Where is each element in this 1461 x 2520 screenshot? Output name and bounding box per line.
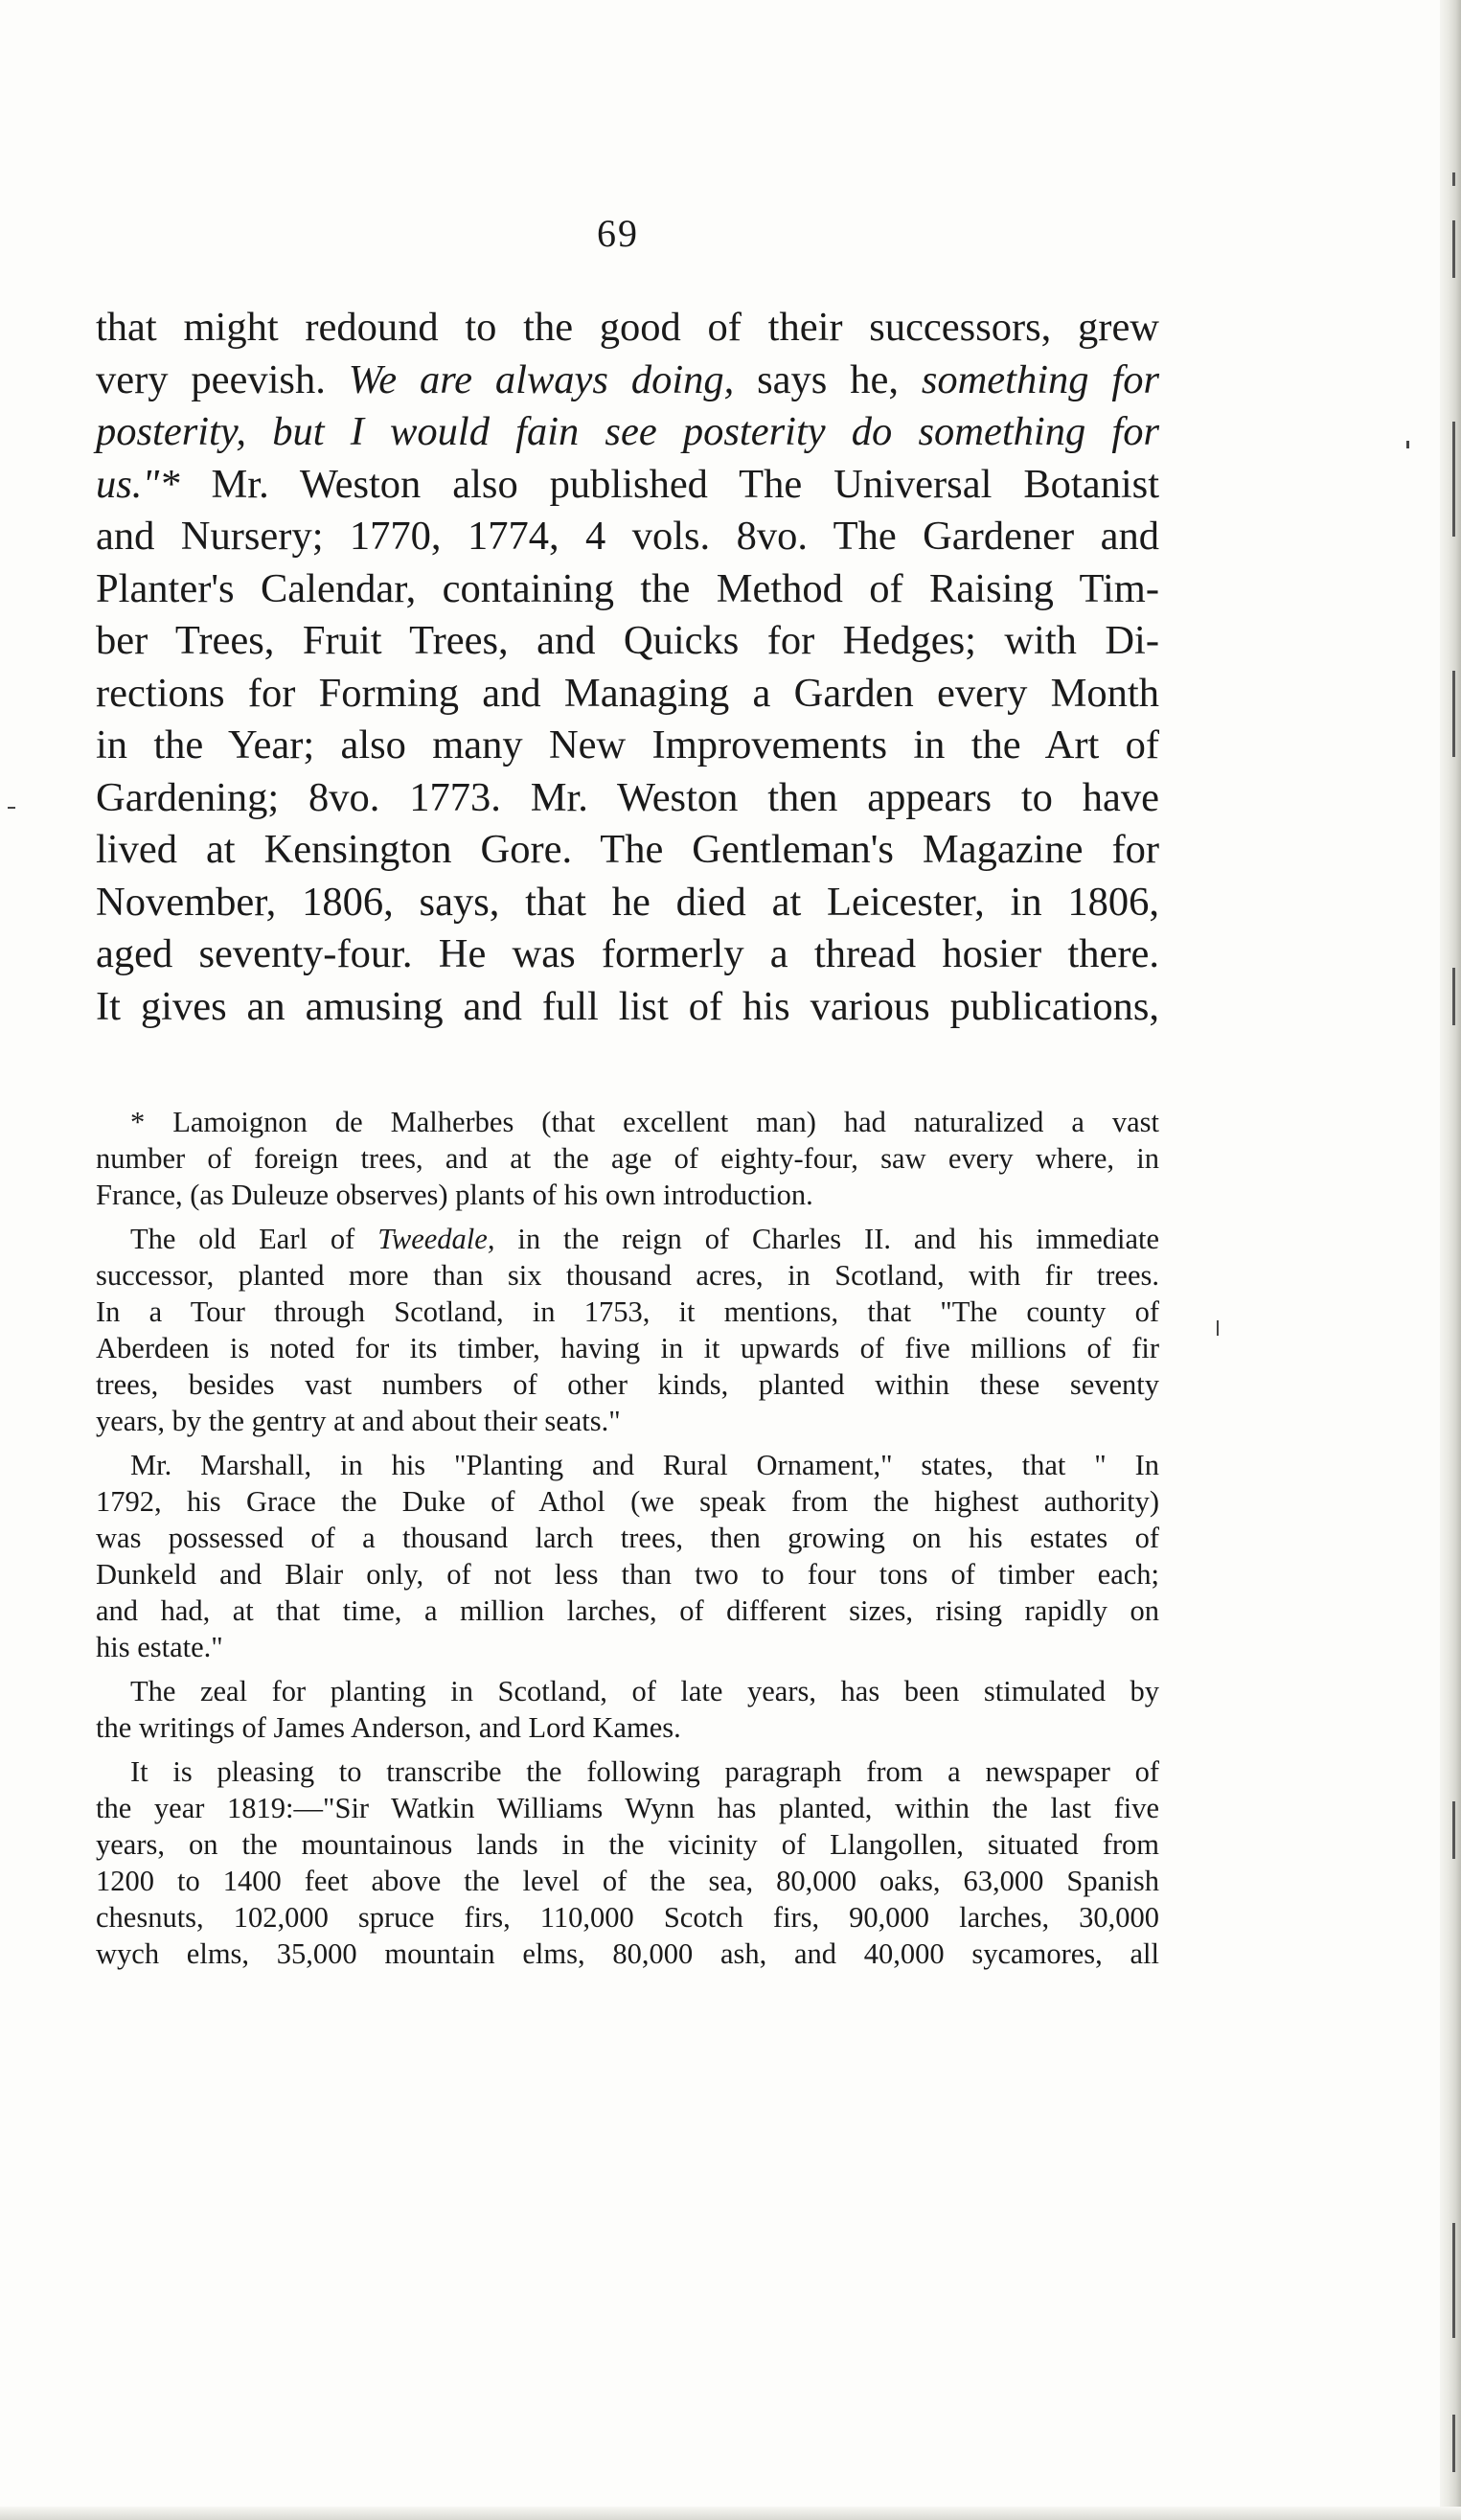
- footnote-line: trees, besides vast numbers of other kinds, planted within these seventy: [96, 1368, 1159, 1401]
- footnote-line: [96, 1104, 1159, 1140]
- text-line: rections for Forming and Managing a Garden every Month: [96, 670, 1159, 716]
- text-line: It gives an amusing and full list of his various publications,: [96, 983, 1159, 1029]
- text-line: ber Trees, Fruit Trees, and Quicks for Hedges; with Di-: [96, 618, 1159, 663]
- text-line: [96, 406, 1159, 459]
- footnote-line: the year 1819:—"Sir Watkin Williams Wynn has planted, within the last five: [96, 1792, 1159, 1824]
- text-run: Mr. Weston also published The Universal Botanist: [211, 461, 1159, 507]
- text-line: and Nursery; 1770, 1774, 4 vols. 8vo. The Gardener and: [96, 514, 1159, 559]
- footnotes: [96, 1104, 1159, 1972]
- footnote-line: [96, 1447, 1159, 1483]
- footnote-line: his estate.": [96, 1631, 223, 1663]
- footnote-text: * Lamoignon de Malherbes (that excellent man) had naturalized a vast: [130, 1106, 1159, 1138]
- footnote-line: 1200 to 1400 feet above the level of the sea, 80,000 oaks, 63,000 Spanish: [96, 1865, 1159, 1897]
- ink-speck: [1406, 441, 1409, 448]
- footnote-text: The zeal for planting in Scotland, of late years, has been stimulated by: [130, 1675, 1159, 1707]
- italic-quote: We are always doing,: [348, 356, 735, 402]
- edge-mark: [1452, 671, 1455, 757]
- ink-speck: [8, 807, 15, 809]
- italic-quote: posterity, but I would fain see posterity do something for: [96, 409, 1159, 454]
- italic-quote: us."*: [96, 461, 180, 507]
- edge-mark: [1452, 1801, 1455, 1859]
- edge-mark: [1452, 968, 1455, 1025]
- text-line: that might redound to the good of their successors, grew: [96, 305, 1159, 350]
- footnote-line: [96, 1673, 1159, 1709]
- edge-mark: [1452, 2223, 1455, 2338]
- edge-mark: [1452, 422, 1455, 537]
- text-line: Planter's Calendar, containing the Method of Raising Tim-: [96, 565, 1159, 611]
- italic-name: Tweedale,: [377, 1223, 495, 1255]
- footnote-line: number of foreign trees, and at the age of eighty-four, saw every where, in: [96, 1142, 1159, 1175]
- footnote-text: It is pleasing to transcribe the following paragraph from a newspaper of: [130, 1755, 1159, 1788]
- footnote-line: years, on the mountainous lands in the vicinity of Llangollen, situated from: [96, 1828, 1159, 1861]
- footnote-line: was possessed of a thousand larch trees, then growing on his estates of: [96, 1522, 1159, 1554]
- footnote-line: chesnuts, 102,000 spruce firs, 110,000 Scotch firs, 90,000 larches, 30,000: [96, 1901, 1159, 1934]
- footnote-line: and had, at that time, a million larches, of different sizes, rising rapidly on: [96, 1594, 1159, 1627]
- footnote-line: In a Tour through Scotland, in 1753, it mentions, that "The county of: [96, 1295, 1159, 1328]
- text-line: lived at Kensington Gore. The Gentleman's Magazine for: [96, 827, 1159, 872]
- footnote-text: in the reign of Charles II. and his immediate: [517, 1223, 1160, 1255]
- footnote-line: [96, 1221, 1159, 1257]
- edge-mark: [1452, 172, 1455, 186]
- footnote-line: wych elms, 35,000 mountain elms, 80,000 ash, and 40,000 sycamores, all: [96, 1937, 1159, 1970]
- footnote-line: Dunkeld and Blair only, of not less than two to four tons of timber each;: [96, 1558, 1159, 1591]
- page-number: 69: [597, 212, 639, 255]
- text-line: [96, 355, 1159, 407]
- text-run: very peevish.: [96, 356, 326, 402]
- text-line: Gardening; 8vo. 1773. Mr. Weston then appears to have: [96, 774, 1159, 820]
- footnote-line: the writings of James Anderson, and Lord Kames.: [96, 1711, 681, 1744]
- page-edge-right: [1440, 0, 1461, 2520]
- footnote-line: [96, 1753, 1159, 1790]
- footnote-text: Mr. Marshall, in his "Planting and Rural Ornament," states, that " In: [130, 1449, 1159, 1481]
- edge-mark: [1452, 220, 1455, 278]
- text-line: in the Year; also many New Improvements in the Art of: [96, 722, 1159, 767]
- footnote-line: years, by the gentry at and about their seats.": [96, 1405, 621, 1437]
- text-line: November, 1806, says, that he died at Leicester, in 1806,: [96, 879, 1159, 925]
- footnote-text: The old Earl of: [130, 1223, 355, 1255]
- ink-speck: [1217, 1320, 1219, 1336]
- text-line: [96, 459, 1159, 512]
- text-run: says he,: [757, 356, 899, 402]
- main-text: [96, 302, 1159, 1033]
- page-edge-bottom: [0, 2507, 1461, 2520]
- text-line: aged seventy-four. He was formerly a thread hosier there.: [96, 931, 1159, 976]
- edge-mark: [1452, 2415, 1455, 2472]
- footnote-line: 1792, his Grace the Duke of Athol (we speak from the highest authority): [96, 1485, 1159, 1518]
- italic-quote: something for: [921, 356, 1160, 402]
- footnote-line: Aberdeen is noted for its timber, having in it upwards of five millions of fir: [96, 1332, 1159, 1364]
- footnote-line: France, (as Duleuze observes) plants of his own introduction.: [96, 1179, 813, 1211]
- footnote-line: successor, planted more than six thousand acres, in Scotland, with fir trees.: [96, 1259, 1159, 1292]
